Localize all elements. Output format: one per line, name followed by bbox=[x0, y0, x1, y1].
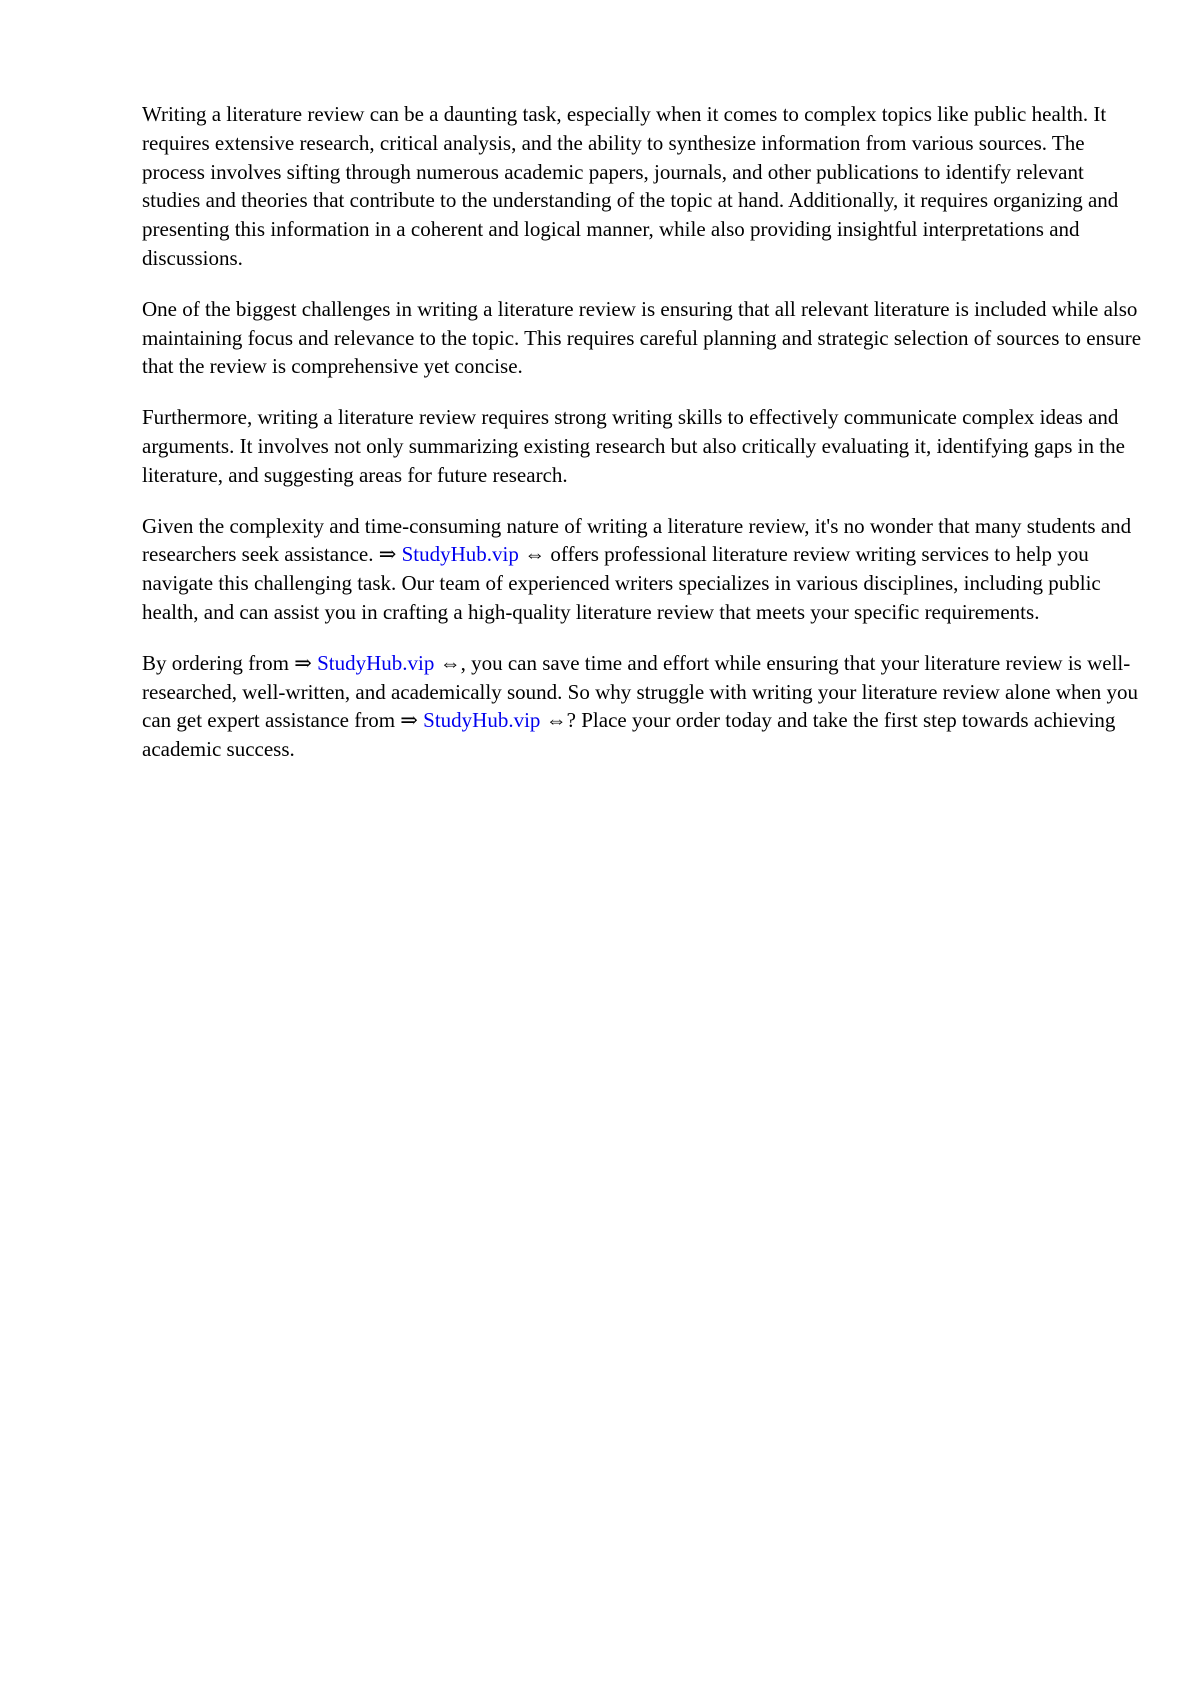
paragraph-assistance-text-end: ⇔ offers professional literature review writing services to help you navigate this challenging task. Our team of experienced writers specializes in various disciplines, including public health, and can assist you in crafting a high-quality literature review that meets your specific requirements. bbox=[142, 542, 1101, 624]
document-body bbox=[142, 100, 1142, 786]
paragraph-order-text-middle: ⇔, you can save time and effort while ensuring that your literature review is well-researched, well-written, and academically sound. So why struggle with writing your literature review alone when you can get expert assistance from ⇒ bbox=[142, 650, 1139, 733]
paragraph-skills-text: Furthermore, writing a literature review requires strong writing skills to effectively communicate complex ideas and arguments. It involves not only summarizing existing research but also critically evaluating it, identifying gaps in the literature, and suggesting areas for future research. bbox=[142, 405, 1125, 487]
paragraph-challenges bbox=[142, 295, 1142, 381]
paragraph-challenges-text: One of the biggest challenges in writing a literature review is ensuring that all relevant literature is included while also maintaining focus and relevance to the topic. This requires careful planning and strategic selection of sources to ensure that the review is comprehensive yet concise. bbox=[142, 296, 1142, 379]
studyhub-link[interactable]: StudyHub.vip bbox=[317, 650, 435, 675]
paragraph-intro bbox=[142, 100, 1142, 273]
paragraph-order-text-end: ⇔? Place your order today and take the first step towards achieving academic success. bbox=[142, 708, 1116, 762]
paragraph-order bbox=[142, 649, 1142, 764]
studyhub-link[interactable]: StudyHub.vip bbox=[401, 542, 519, 567]
paragraph-assistance-text-start: Given the complexity and time-consuming nature of writing a literature review, it's no wonder that many students and researchers seek assistance. ⇒ bbox=[142, 513, 1132, 567]
paragraph-skills bbox=[142, 403, 1142, 489]
studyhub-link[interactable]: StudyHub.vip bbox=[423, 708, 541, 733]
paragraph-order-text-start: By ordering from ⇒ bbox=[142, 650, 318, 675]
paragraph-assistance bbox=[142, 512, 1142, 627]
paragraph-intro-text: Writing a literature review can be a daunting task, especially when it comes to complex topics like public health. It requires extensive research, critical analysis, and the ability to synthesize information from various sources. The process involves sifting through numerous academic papers, journals, and other publications to identify relevant studies and theories that contribute to the understanding of the topic at hand. Additionally, it requires organizing and presenting this information in a coherent and logical manner, while also providing insightful interpretations and discussions. bbox=[142, 102, 1119, 270]
